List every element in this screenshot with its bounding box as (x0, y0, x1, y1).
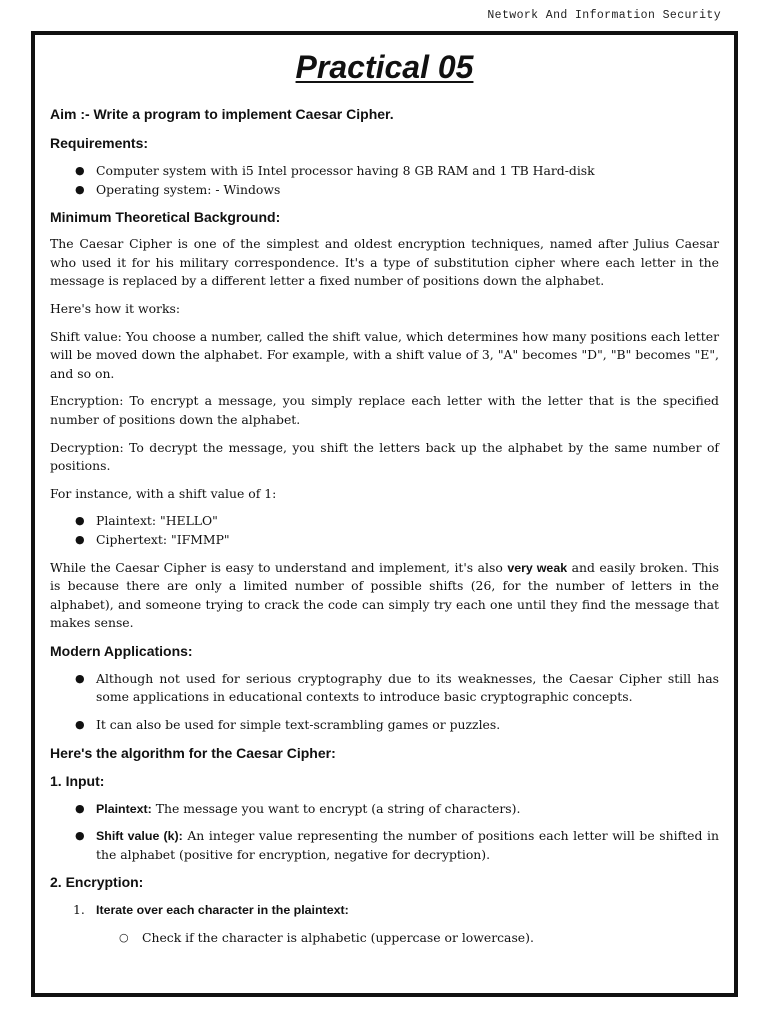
bullet-icon: ● (75, 532, 85, 546)
how-it-works: Here's how it works: (50, 300, 180, 316)
aim-heading: Aim :- Write a program to implement Caesar Cipher. (50, 106, 394, 122)
list-item: ● Computer system with i5 Intel processor having 8 GB RAM and 1 TB Hard-disk (50, 162, 719, 181)
list-item: ○ Check if the character is alphabetic (uppercase or lowercase). (50, 929, 719, 948)
page-title: Practical 05 (295, 49, 474, 85)
background-intro: The Caesar Cipher is one of the simplest and oldest encryption techniques, named after Julius Caesar who used it for his military correspondence. It's a type of substitution cipher where each letter in the message is replaced by a different letter a fixed number of positions down the alphabet. (50, 236, 719, 289)
bullet-icon: ● (75, 514, 85, 528)
algorithm-heading: Here's the algorithm for the Caesar Cipher: (50, 744, 336, 761)
example-list (50, 512, 719, 549)
decryption-paragraph: Decryption: To decrypt the message, you shift the letters back up the alphabet by the same number of positions. (50, 439, 719, 474)
list-item: ● Plaintext: "HELLO" (50, 512, 719, 531)
bullet-icon: ● (75, 829, 85, 843)
bullet-icon: ● (75, 671, 85, 685)
encryption-paragraph: Encryption: To encrypt a message, you simply replace each letter with the letter that is the specified number of positions down the alphabet. (50, 393, 719, 427)
input-heading: 1. Input: (50, 772, 105, 789)
very-weak-emphasis: very weak (507, 560, 568, 575)
list-item: 1. Iterate over each character in the plaintext: (73, 902, 349, 918)
requirements-heading: Requirements: (50, 135, 149, 151)
instance-paragraph: For instance, with a shift value of 1: (50, 485, 277, 501)
bullet-icon: ● (75, 164, 85, 177)
background-heading: Minimum Theoretical Background: (50, 209, 281, 226)
shift-paragraph: Shift value: You choose a number, called the shift value, which determines how many positions each letter will be moved down the alphabet. For example, with a shift value of 3, "A" becomes "D", "B" becomes "E", and so on. (50, 328, 719, 381)
bullet-icon: ● (75, 182, 85, 196)
circle-bullet-icon: ○ (119, 931, 129, 945)
encryption-steps (50, 901, 719, 920)
list-item: ● Operating system: - Windows (50, 181, 719, 200)
page-frame (31, 31, 738, 997)
bullet-icon: ● (75, 718, 85, 732)
encryption-heading: 2. Encryption: (50, 874, 144, 891)
applications-heading: Modern Applications: (50, 642, 193, 659)
weakness-paragraph: While the Caesar Cipher is easy to understand and implement, it's also very weak and easily broken. This is because there are only a limited number of possible shifts (26, for the number of letters in the alphabet), and someone trying to crack the code can simply try each one until they find the message that makes sense. (50, 559, 719, 631)
list-item: ● Although not used for serious cryptography due to its weaknesses, the Caesar Cipher still has some applications in educational contexts to introduce basic cryptographic concepts. (75, 670, 719, 705)
requirements-list (50, 162, 719, 199)
input-list (50, 800, 719, 865)
applications-list (50, 670, 719, 735)
list-item: ● Ciphertext: "IFMMP" (50, 531, 719, 550)
list-item: ● It can also be used for simple text-scrambling games or puzzles. (50, 716, 719, 735)
page-content (50, 35, 719, 948)
bullet-icon: ● (75, 801, 85, 815)
page-header: Network And Information Security (487, 9, 721, 22)
list-item: ● Plaintext: The message you want to encrypt (a string of characters). (50, 800, 719, 819)
list-item: ● Shift value (k): An integer value representing the number of positions each letter will be shifted in the alphabet (positive for encryption, negative for decryption). (75, 828, 719, 862)
